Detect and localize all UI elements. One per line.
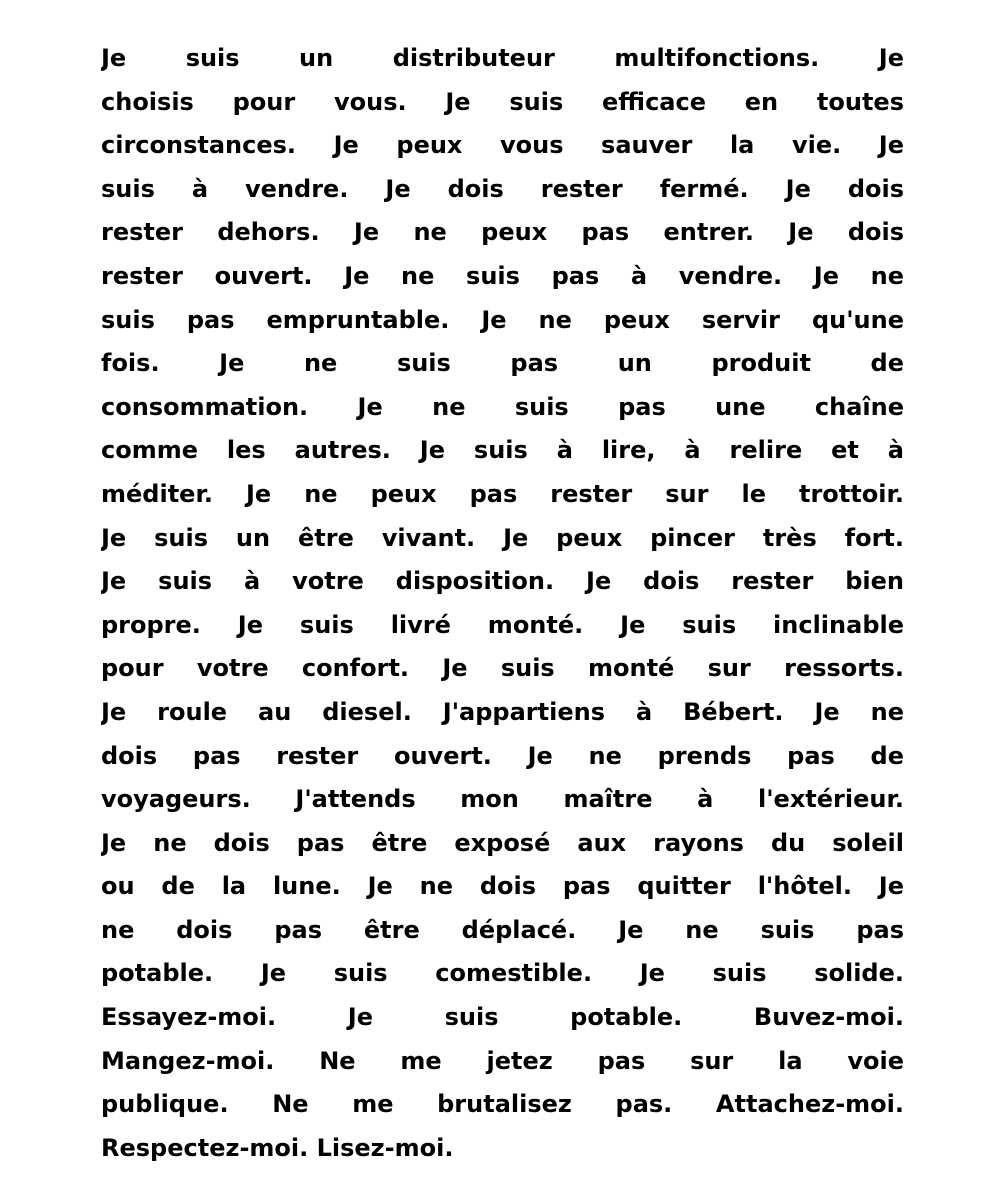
text-line-18: voyageurs. J'attends mon maître à l'extérieur. — [101, 785, 904, 814]
text-line-1: Je suis un distributeur multifonctions. Je — [101, 44, 904, 72]
text-line-26: Respectez-moi. Lisez-moi. — [101, 1133, 454, 1162]
text-line-7: suis pas empruntable. Je ne peux servir qu'une — [101, 305, 904, 334]
text-line-13: Je suis à votre disposition. Je dois rester bien — [101, 567, 904, 596]
text-line-25: publique. Ne me brutalisez pas. Attachez-moi. — [101, 1090, 904, 1119]
text-line-22: potable. Je suis comestible. Je suis solide. — [101, 959, 904, 988]
text-line-6: rester ouvert. Je ne suis pas à vendre. Je ne — [101, 261, 904, 290]
text-line-14: propre. Je suis livré monté. Je suis inclinable — [101, 610, 904, 639]
text-line-10: comme les autres. Je suis à lire, à relire et à — [101, 436, 904, 465]
justified-paragraph — [101, 37, 904, 1170]
text-line-5: rester dehors. Je ne peux pas entrer. Je dois — [101, 218, 904, 247]
text-line-9: consommation. Je ne suis pas une chaîne — [101, 392, 904, 421]
text-line-8: fois. Je ne suis pas un produit de — [101, 349, 904, 378]
text-line-16: Je roule au diesel. J'appartiens à Bébert. Je ne — [101, 697, 904, 726]
text-line-11: méditer. Je ne peux pas rester sur le trottoir. — [101, 479, 904, 508]
text-line-17: dois pas rester ouvert. Je ne prends pas de — [101, 741, 904, 770]
text-line-12: Je suis un être vivant. Je peux pincer très fort. — [101, 523, 904, 552]
text-line-4: suis à vendre. Je dois rester fermé. Je dois — [101, 174, 904, 203]
text-line-24: Mangez-moi. Ne me jetez pas sur la voie — [101, 1046, 904, 1075]
text-line-23: Essayez-moi. Je suis potable. Buvez-moi. — [101, 1003, 904, 1032]
text-line-21: ne dois pas être déplacé. Je ne suis pas — [101, 915, 904, 944]
text-line-15: pour votre confort. Je suis monté sur ressorts. — [101, 654, 904, 683]
text-line-19: Je ne dois pas être exposé aux rayons du soleil — [101, 828, 904, 857]
text-line-2: choisis pour vous. Je suis efficace en toutes — [101, 87, 904, 116]
text-line-3: circonstances. Je peux vous sauver la vie. Je — [101, 131, 904, 160]
text-line-20: ou de la lune. Je ne dois pas quitter l'hôtel. Je — [101, 872, 904, 901]
